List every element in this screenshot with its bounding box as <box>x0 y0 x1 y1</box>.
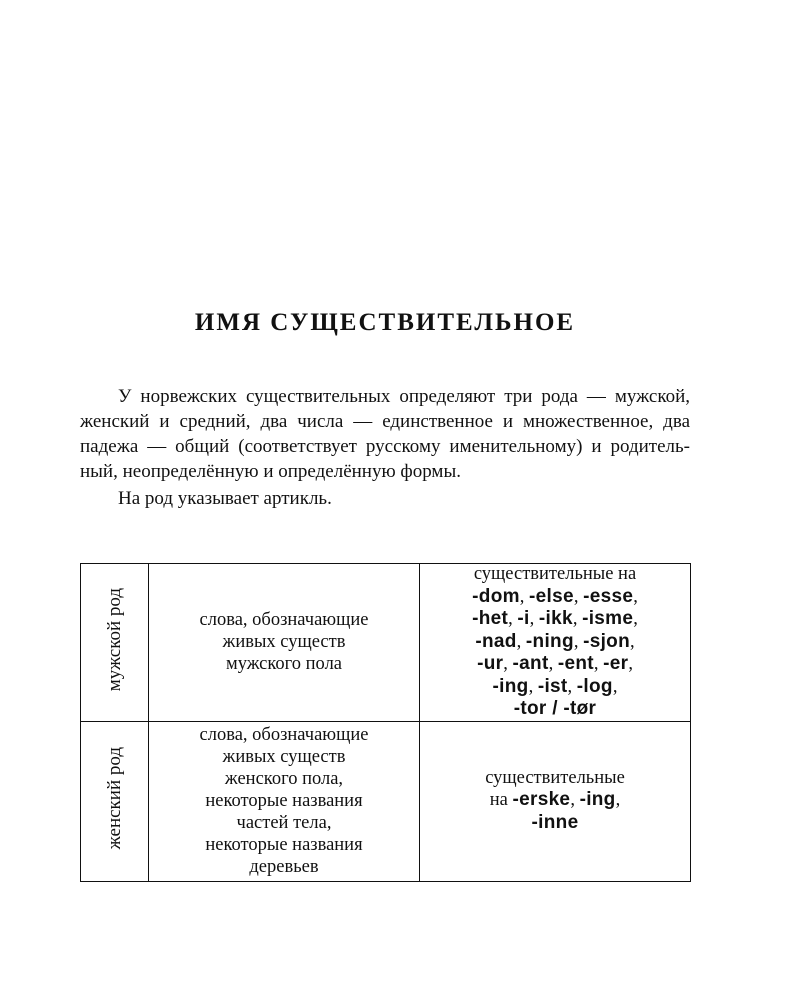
description-line: частей тела, <box>236 813 332 833</box>
separator: , <box>633 586 638 607</box>
endings-line <box>420 698 690 721</box>
description-line: живых существ <box>222 747 346 767</box>
separator: , <box>630 631 635 652</box>
separator: , <box>519 586 530 607</box>
suffix: -ent <box>557 653 594 674</box>
description-line: женского пола, <box>224 769 344 789</box>
separator: , <box>548 654 558 674</box>
endings-cell <box>420 721 691 881</box>
separator: , <box>503 654 513 674</box>
description-line: слова, обозначающие <box>199 610 369 631</box>
text-line: единственное и множественное, два падежа — общий <box>80 411 690 457</box>
description-line: слова, обозначающие <box>199 725 369 745</box>
text-line: рода — мужской, женский и средний, два числа — <box>80 386 691 432</box>
intro-text <box>80 384 690 511</box>
suffix: -het <box>472 608 509 629</box>
text-line: ный, неопределённую и определённую формы. <box>80 461 461 482</box>
endings-line <box>420 789 690 812</box>
separator: , <box>573 586 584 607</box>
separator: , <box>593 654 604 674</box>
separator: , <box>508 609 518 629</box>
endings-line <box>420 653 690 676</box>
separator: , <box>570 790 580 811</box>
separator: , <box>633 609 638 629</box>
suffix: -er <box>603 653 629 674</box>
suffix: -tor / -tør <box>513 698 597 719</box>
suffix: -ikk <box>538 608 573 629</box>
description-line: деревьев <box>249 857 319 877</box>
separator: , <box>528 676 538 697</box>
separator: , <box>573 631 584 652</box>
endings-line <box>420 631 690 654</box>
table-row-masculine <box>81 564 691 722</box>
suffix: -dom <box>472 585 520 607</box>
paragraph-2: На род указывает артикль. <box>118 488 332 509</box>
suffix: -ist <box>537 675 568 697</box>
description-cell <box>149 564 420 722</box>
page-title: ИМЯ СУЩЕСТВИТЕЛЬНОЕ <box>194 309 576 336</box>
separator: , <box>529 609 539 629</box>
description-line: живых существ <box>222 632 346 653</box>
gender-cell <box>81 721 149 881</box>
text-line: (соответствует русскому именительному) и родитель- <box>238 436 690 457</box>
endings-cell <box>420 564 691 722</box>
description-cell <box>149 721 420 881</box>
separator: , <box>567 676 577 697</box>
suffix: -ning <box>525 630 574 652</box>
description-line: мужского пола <box>225 654 343 675</box>
text-line: У норвежских существительных определяют три <box>118 386 533 407</box>
suffix: -ant <box>512 653 549 674</box>
endings-prefix: на <box>489 790 513 811</box>
suffix: -erske <box>512 789 571 811</box>
suffix: -sjon <box>583 630 630 652</box>
suffix: -inne <box>531 811 579 833</box>
endings-line <box>420 586 690 609</box>
description-line: некоторые названия <box>205 791 363 811</box>
separator: , <box>615 790 621 811</box>
separator: , <box>628 654 633 674</box>
gender-cell <box>81 564 149 722</box>
suffix: -esse <box>583 585 634 607</box>
paragraph-1 <box>80 384 690 484</box>
gender-label: женский род <box>103 746 125 850</box>
table-row-feminine <box>81 721 691 881</box>
endings-line <box>420 608 690 631</box>
suffix: -log <box>576 675 613 697</box>
endings-intro: существительные на <box>473 564 637 584</box>
suffix: -else <box>529 585 574 607</box>
suffix: -ur <box>477 653 504 674</box>
gender-label: мужской род <box>103 587 125 691</box>
suffix: -ing <box>579 789 616 811</box>
gender-table <box>80 563 691 882</box>
separator: , <box>516 631 526 652</box>
suffix: -ing <box>492 675 529 697</box>
suffix: -isme <box>582 608 634 629</box>
description-line: некоторые названия <box>205 835 363 855</box>
endings-line <box>420 812 690 835</box>
endings-line <box>420 676 690 699</box>
suffix: -i <box>517 608 530 629</box>
separator: , <box>612 676 618 697</box>
suffix: -nad <box>475 630 517 652</box>
separator: , <box>572 609 583 629</box>
endings-intro: существительные <box>485 767 625 788</box>
